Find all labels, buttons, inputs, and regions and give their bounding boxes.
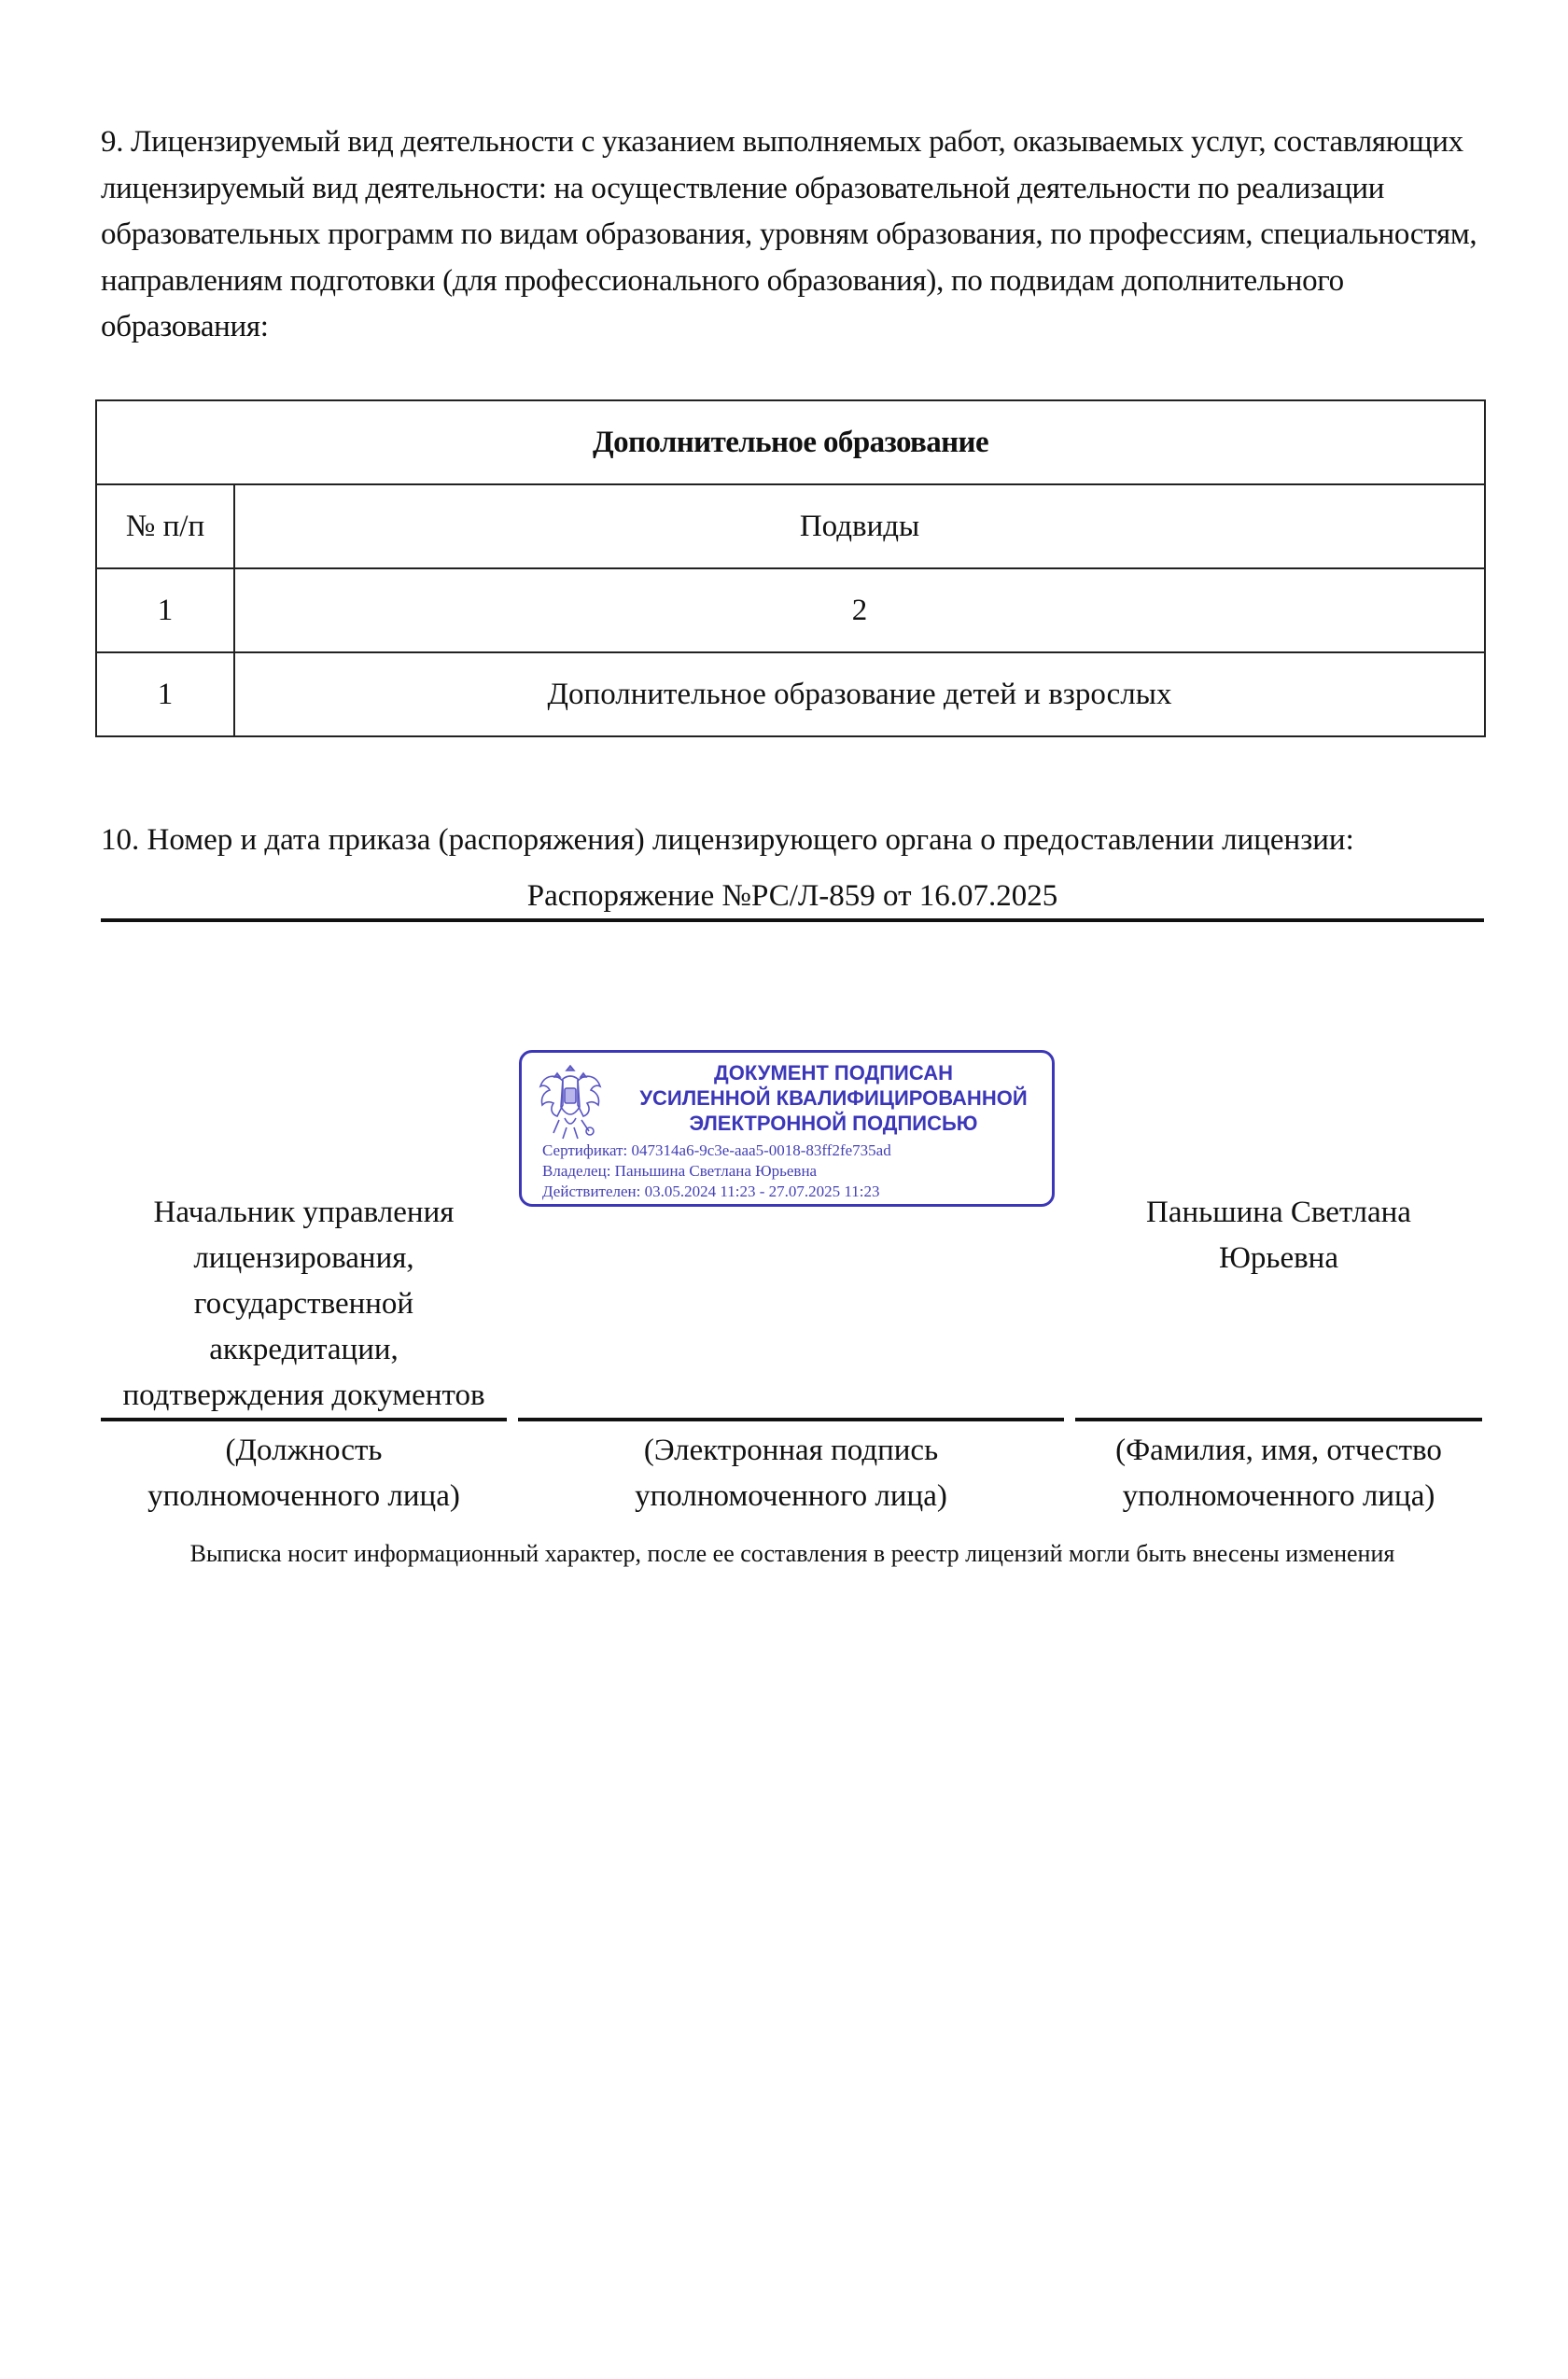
section-10-text: 10. Номер и дата приказа (распоряжения) лицензирующего органа о предоставлении лицензии: bbox=[101, 823, 1354, 857]
order-underline bbox=[101, 918, 1484, 922]
additional-education-table bbox=[95, 399, 1486, 737]
name-signature-line bbox=[1075, 1418, 1482, 1421]
esignature-line bbox=[518, 1418, 1064, 1421]
position-line: аккредитации, bbox=[209, 1333, 399, 1366]
name-line: Юрьевна bbox=[1218, 1241, 1338, 1275]
caption-line: (Электронная подпись bbox=[643, 1434, 939, 1467]
table-title: Дополнительное образование bbox=[96, 400, 1485, 484]
table-title-row bbox=[96, 400, 1485, 484]
caption-line: уполномоченного лица) bbox=[635, 1479, 947, 1513]
stamp-title-line-2: УСИЛЕННОЙ КВАЛИФИЦИРОВАННОЙ bbox=[639, 1086, 1028, 1110]
disclaimer-note: Выписка носит информационный характер, после ее составления в реестр лицензий могли быть внесены изменения bbox=[189, 1540, 1395, 1567]
name-line: Паньшина Светлана bbox=[1146, 1196, 1411, 1229]
section-9-text: 9. Лицензируемый вид деятельности с указанием выполняемых работ, оказываемых услуг, составляющих лицензируемый вид деятельности: на осуществление образовательной деятельности по реализации образовательных программ по видам образования, уровням образования, по профессиям, специальностям, направлениям подготовки (для профессионального образования), по подвидам дополнительного образования: bbox=[101, 125, 1477, 343]
position-line: подтверждения документов bbox=[122, 1378, 485, 1412]
column-number-2: 2 bbox=[234, 568, 1485, 652]
row-subtype: Дополнительное образование детей и взрослых bbox=[234, 652, 1485, 736]
column-number-1: 1 bbox=[96, 568, 234, 652]
position-line: государственной bbox=[193, 1287, 414, 1321]
stamp-owner: Владелец: Паньшина Светлана Юрьевна bbox=[542, 1162, 818, 1180]
stamp-certificate: Сертификат: 047314a6-9c3e-aaa5-0018-83ff2fe735ad bbox=[542, 1141, 891, 1159]
caption-line: (Фамилия, имя, отчество bbox=[1115, 1434, 1442, 1467]
position-line: лицензирования, bbox=[193, 1241, 414, 1275]
caption-line: уполномоченного лица) bbox=[1122, 1479, 1435, 1513]
table-column-numbers-row bbox=[96, 568, 1485, 652]
column-header-number: № п/п bbox=[96, 484, 234, 568]
electronic-signature-stamp bbox=[519, 1050, 1055, 1207]
official-position bbox=[101, 1190, 507, 1419]
table-header-row bbox=[96, 484, 1485, 568]
caption-line: (Должность bbox=[225, 1434, 383, 1467]
caption-line: уполномоченного лица) bbox=[147, 1479, 460, 1513]
order-number: Распоряжение №РС/Л-859 от 16.07.2025 bbox=[526, 879, 1058, 913]
stamp-title-line-1: ДОКУМЕНТ ПОДПИСАН bbox=[714, 1061, 953, 1085]
position-caption bbox=[101, 1428, 507, 1519]
russian-coat-of-arms-icon bbox=[535, 1060, 606, 1142]
stamp-title-line-3: ЭЛЕКТРОННОЙ ПОДПИСЬЮ bbox=[689, 1112, 978, 1135]
row-number: 1 bbox=[96, 652, 234, 736]
stamp-validity: Действителен: 03.05.2024 11:23 - 27.07.2025 11:23 bbox=[542, 1183, 880, 1200]
position-line: Начальник управления bbox=[153, 1196, 455, 1229]
column-header-subtypes: Подвиды bbox=[234, 484, 1485, 568]
esignature-caption bbox=[518, 1428, 1064, 1519]
position-signature-line bbox=[101, 1418, 507, 1421]
table-row bbox=[96, 652, 1485, 736]
name-caption bbox=[1075, 1428, 1482, 1519]
official-name bbox=[1075, 1190, 1482, 1281]
